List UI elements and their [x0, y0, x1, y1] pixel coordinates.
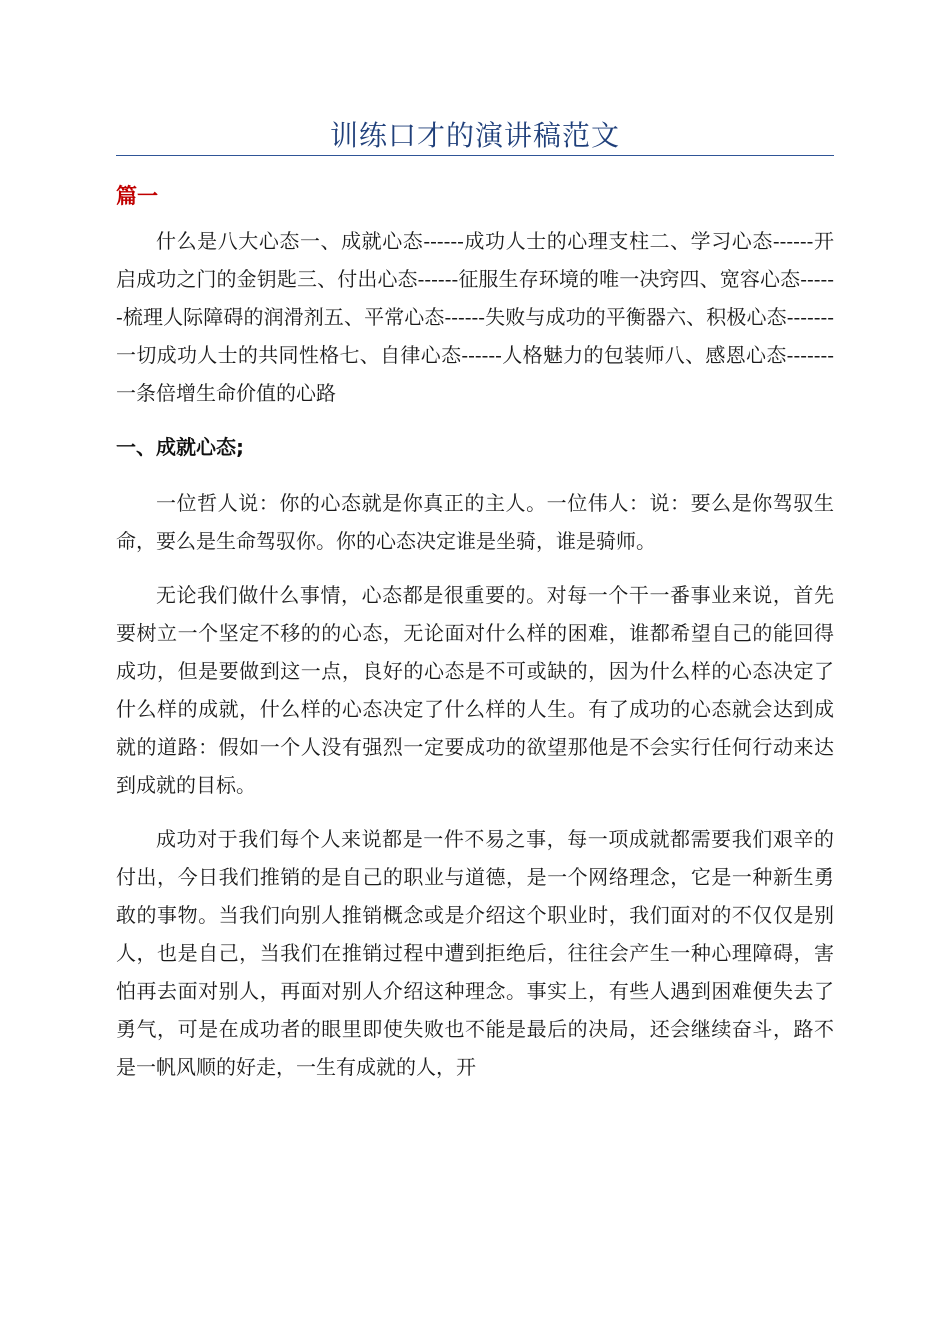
- intro-paragraph: 什么是八大心态一、成就心态------成功人士的心理支柱二、学习心态------开启成功之门的金钥匙三、付出心态------征服生存环境的唯一决窍四、宽容心态------梳理人际障碍的润滑剂五、平常心态------失败与成功的平衡器六、积极心态-------一切成功人士的共同性格七、自律心态------人格魅力的包装师八、感恩心态-------一条倍增生命价值的心路: [116, 229, 834, 405]
- title-underline: [116, 155, 834, 156]
- document-title: 训练口才的演讲稿范文: [329, 119, 620, 152]
- body-paragraph-1: 一位哲人说：你的心态就是你真正的主人。一位伟人：说：要么是你驾驭生命，要么是生命驾驭你。你的心态决定谁是坐骑，谁是骑师。: [116, 491, 834, 553]
- section-label: 篇一: [116, 184, 158, 208]
- section-heading: 一、成就心态;: [116, 435, 244, 459]
- body-paragraph-3: 成功对于我们每个人来说都是一件不易之事，每一项成就都需要我们艰辛的付出，今日我们推销的是自己的职业与道德，是一个网络理念，它是一种新生勇敢的事物。当我们向别人推销概念或是介绍这个职业时，我们面对的不仅仅是别人，也是自己，当我们在推销过程中遭到拒绝后，往往会产生一种心理障碍，害怕再去面对别人，再面对别人介绍这种理念。事实上，有些人遇到困难便失去了勇气，可是在成功者的眼里即使失败也不能是最后的决局，还会继续奋斗，路不是一帆风顺的好走，一生有成就的人，开: [116, 827, 834, 1079]
- body-paragraph-2: 无论我们做什么事情，心态都是很重要的。对每一个干一番事业来说，首先要树立一个坚定不移的的心态，无论面对什么样的困难，谁都希望自己的能回得成功，但是要做到这一点，良好的心态是不可或缺的，因为什么样的心态决定了什么样的成就，什么样的心态决定了什么样的人生。有了成功的心态就会达到成就的道路：假如一个人没有强烈一定要成功的欲望那他是不会实行任何行动来达到成就的目标。: [116, 583, 834, 797]
